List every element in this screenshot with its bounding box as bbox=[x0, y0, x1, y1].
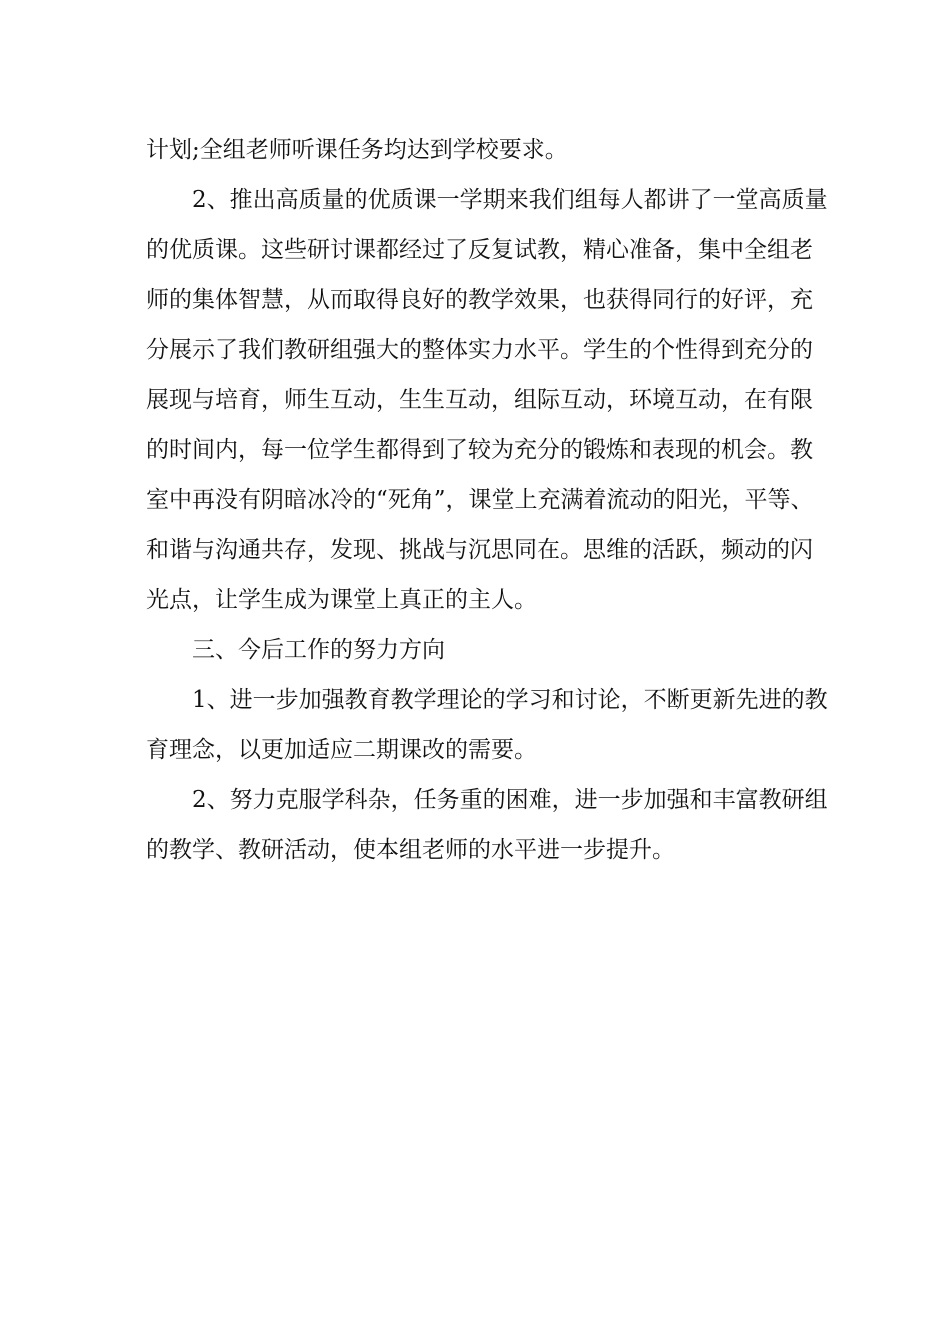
text-line: 分展示了我们教研组强大的整体实力水平。学生的个性得到充分的 bbox=[146, 337, 813, 363]
text-line: 的优质课。这些研讨课都经过了反复试教，精心准备，集中全组老 bbox=[146, 237, 813, 263]
text-line: 的时间内，每一位学生都得到了较为充分的锻炼和表现的机会。教 bbox=[146, 437, 813, 463]
text-line: 和谐与沟通共存，发现、挑战与沉思同在。思维的活跃，频动的闪 bbox=[146, 537, 813, 563]
paragraph-first-line: 1、进一步加强教育教学理论的学习和讨论，不断更新先进的教 bbox=[192, 687, 828, 713]
text-line: 光点，让学生成为课堂上真正的主人。 bbox=[146, 587, 537, 613]
text-line: 计划;全组老师听课任务均达到学校要求。 bbox=[146, 137, 568, 163]
text-line: 师的集体智慧，从而取得良好的教学效果，也获得同行的好评，充 bbox=[146, 287, 813, 313]
text-line: 的教学、教研活动，使本组老师的水平进一步提升。 bbox=[146, 837, 675, 863]
paragraph-first-line: 2、推出高质量的优质课一学期来我们组每人都讲了一堂高质量 bbox=[192, 187, 828, 213]
section-heading: 三、今后工作的努力方向 bbox=[192, 637, 445, 663]
text-line: 育理念，以更加适应二期课改的需要。 bbox=[146, 737, 537, 763]
text-line: 室中再没有阴暗冰冷的“死角”，课堂上充满着流动的阳光，平等、 bbox=[146, 487, 814, 513]
text-line: 展现与培育，师生互动，生生互动，组际互动，环境互动，在有限 bbox=[146, 387, 813, 413]
paragraph-first-line: 2、努力克服学科杂，任务重的困难，进一步加强和丰富教研组 bbox=[192, 787, 828, 813]
